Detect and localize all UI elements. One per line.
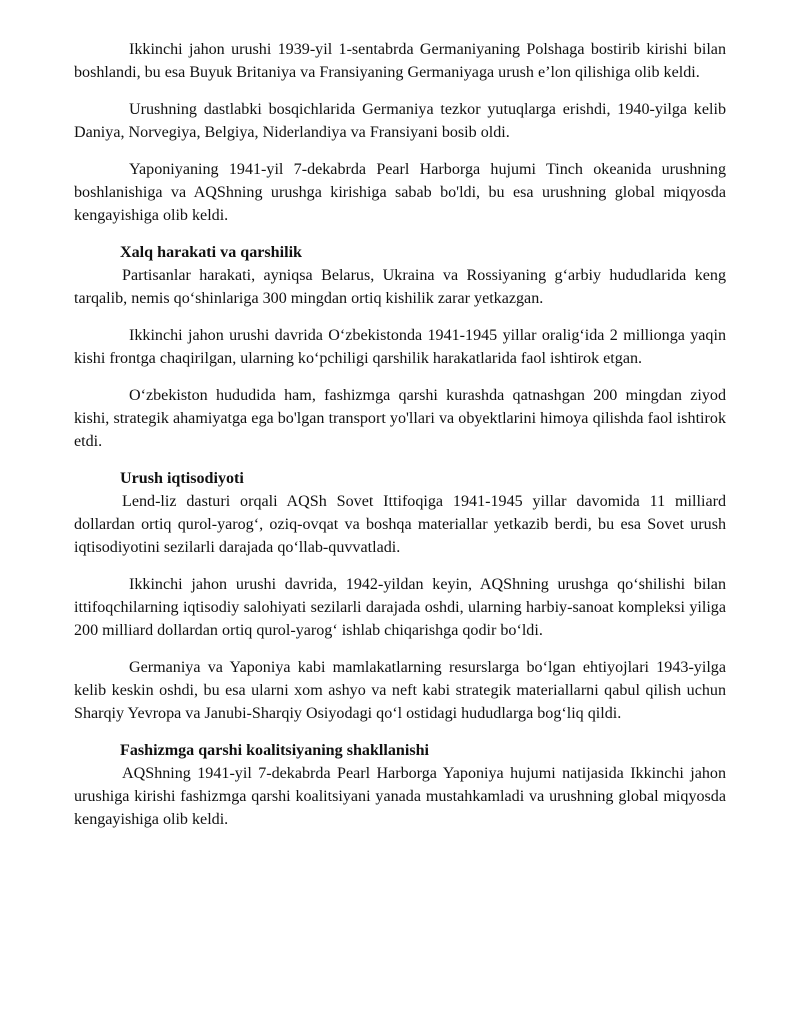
paragraph-axis-resources: Germaniya va Yaponiya kabi mamlakatlarning resurslarga bo‘lgan ehtiyojlari 1943-yilga kelib keskin oshdi, bu esa ularni xom ashyo va neft kabi strategik materiallarni qabul qilish uchun Sharqiy Yevropa va Janubi-Sharqiy Osiyodagi qo‘l ostidagi hududlarga bog‘liq qildi. bbox=[74, 659, 726, 722]
document-page bbox=[74, 38, 726, 831]
paragraph-allied-economy: Ikkinchi jahon urushi davrida, 1942-yildan keyin, AQShning urushga qo‘shilishi bilan ittifoqchilarning iqtisodiy salohiyati sezilarli darajada oshdi, ularning harbiy-sanoat kompleksi yiliga 200 milliard dollardan ortiq qurol-yarog‘ ishlab chiqarishga qodir bo‘ldi. bbox=[74, 576, 726, 639]
paragraph-gap bbox=[74, 84, 726, 98]
paragraph-uzbekistan-front: Ikkinchi jahon urushi davrida O‘zbekistonda 1941-1945 yillar oralig‘ida 2 millionga yaqin kishi frontga chaqirilgan, ularning ko‘pchiligi qarshilik harakatlarida faol ishtirok etgan. bbox=[74, 327, 726, 367]
paragraph-uzbekistan-defense: O‘zbekiston hududida ham, fashizmga qarshi kurashda qatnashgan 200 mingdan ziyod kishi, strategik ahamiyatga ega bo'lgan transport yo'llari va obyektlarini himoya qilishda faol ishtirok etdi. bbox=[74, 387, 726, 450]
paragraph-partisans: Partisanlar harakati, ayniqsa Belarus, Ukraina va Rossiyaning g‘arbiy hududlarida keng tarqalib, nemis qo‘shinlariga 300 mingdan ortiq kishilik zarar yetkazgan. bbox=[74, 267, 726, 307]
paragraph-gap bbox=[74, 453, 726, 467]
paragraph-pearl-harbor: Yaponiyaning 1941-yil 7-dekabrda Pearl Harborga hujumi Tinch okeanida urushning boshlanishiga va AQShning urushga kirishiga sabab bo'ldi, bu esa urushning global miqyosda kengayishiga olib keldi. bbox=[74, 161, 726, 224]
paragraph-war-start: Ikkinchi jahon urushi 1939-yil 1-sentabrda Germaniyaning Polshaga bostirib kirishi bilan boshlandi, bu esa Buyuk Britaniya va Fransiyaning Germaniyaga urush e’lon qilishiga olib keldi. bbox=[74, 41, 726, 81]
paragraph-early-stages: Urushning dastlabki bosqichlarida Germaniya tezkor yutuqlarga erishdi, 1940-yilga kelib Daniya, Norvegiya, Belgiya, Niderlandiya va Fransiyani bosib oldi. bbox=[74, 101, 726, 141]
paragraph-gap bbox=[74, 227, 726, 241]
paragraph-gap bbox=[74, 559, 726, 573]
paragraph-lend-lease: Lend-liz dasturi orqali AQSh Sovet Ittifoqiga 1941-1945 yillar davomida 11 milliard dollardan ortiq qurol-yarog‘, oziq-ovqat va boshqa materiallar yetkazib berdi, bu esa Sovet urush iqtisodiyotini sezilarli darajada qo‘llab-quvvatladi. bbox=[74, 493, 726, 556]
paragraph-gap bbox=[74, 725, 726, 739]
paragraph-gap bbox=[74, 642, 726, 656]
section-heading-resistance: Xalq harakati va qarshilik bbox=[120, 244, 302, 261]
section-heading-war-economy: Urush iqtisodiyoti bbox=[120, 470, 244, 487]
paragraph-gap bbox=[74, 370, 726, 384]
paragraph-coalition: AQShning 1941-yil 7-dekabrda Pearl Harborga Yaponiya hujumi natijasida Ikkinchi jahon urushiga kirishi fashizmga qarshi koalitsiyani yanada mustahkamladi va urushning global miqyosda kengayishiga olib keldi. bbox=[74, 765, 726, 828]
section-heading-coalition: Fashizmga qarshi koalitsiyaning shakllanishi bbox=[120, 742, 430, 759]
paragraph-gap bbox=[74, 144, 726, 158]
paragraph-gap bbox=[74, 310, 726, 324]
